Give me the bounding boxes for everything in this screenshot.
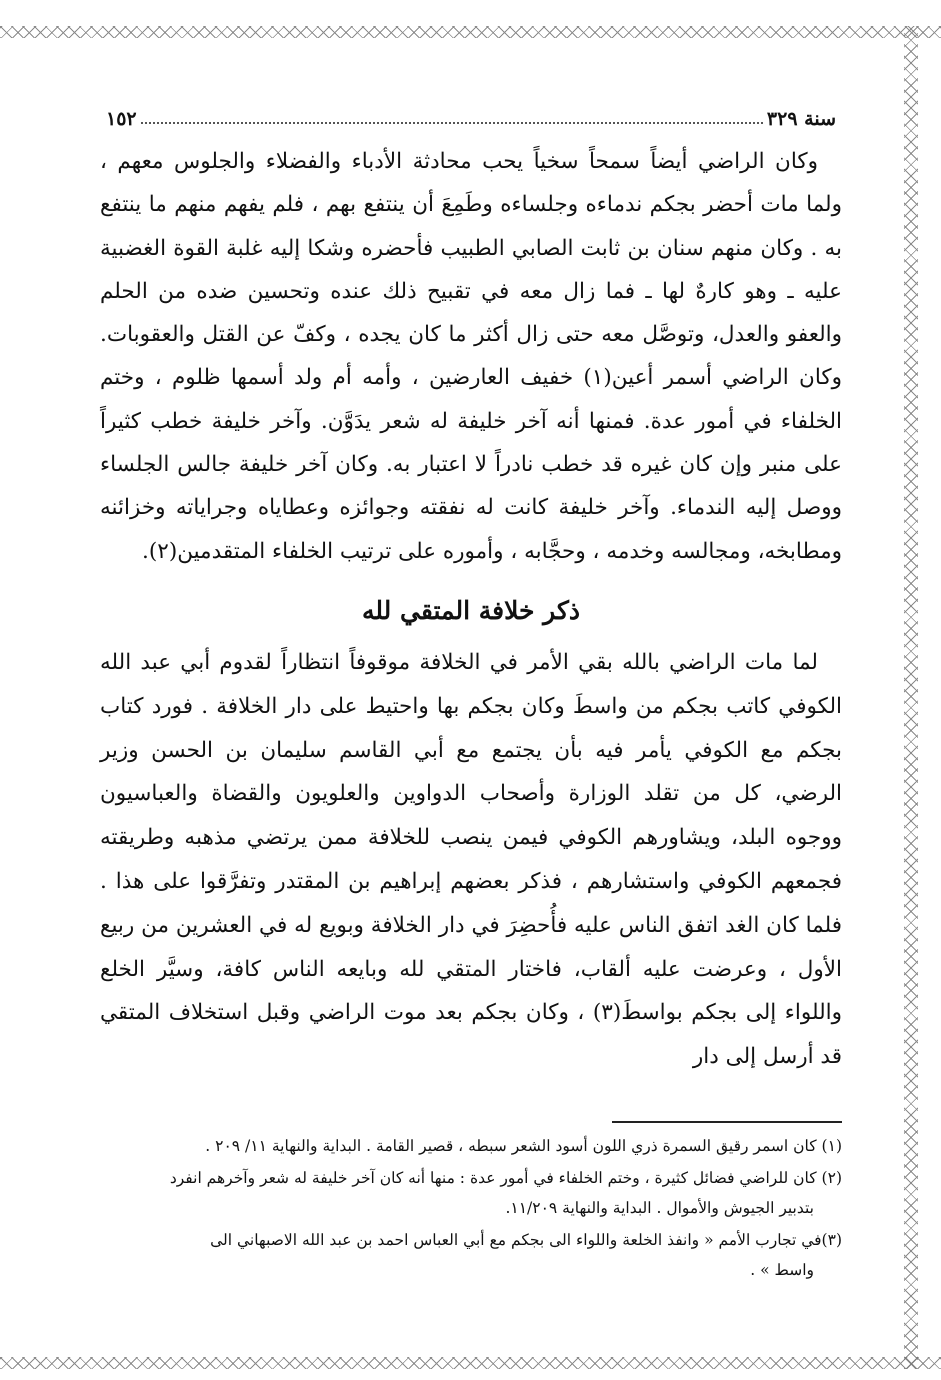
running-header	[100, 96, 842, 130]
main-paragraph-1: وكان الراضي أيضاً سمحاً سخياً يحب محادثة الأدباء والفضلاء والجلوس معهم ، ولما مات أحضر بجكم ندماءه وجلساءه وطَمِعَ أن ينتفع بهم ، فلم يفهم منهم ما ينتفع به . وكان منهم سنان بن ثابت الصابي الطبيب فأحضره وشكا إليه غلبة القوة الغضبية عليه ـ وهو كارهٌ لها ـ فما زال معه في تقبيح ذلك عنده وتحسين ضده من الحلم والعفو والعدل، وتوصَّل معه حتى زال أكثر ما كان يجده ، وكفّ عن القتل والعقوبات. وكان الراضي أسمر أعين(١) خفيف العارضين ، وأمه أم ولد أسمها ظلوم ، وختم الخلفاء في أمور عدة. فمنها أنه آخر خليفة له شعر يدَوَّن. وآخر خليفة خطب كثيراً على منبر وإن كان غيره قد خطب نادراً لا اعتبار به. وكان آخر خليفة جالس الجلساء ووصل إليه الندماء. وآخر خليفة كانت له نفقته وجوائزه وعطاياه وجراياته وخزائنه ومطابخه، ومجالسه وخدمه ، وحجَّابه ، وأموره على ترتيب الخلفاء المتقدمين(٢).	[100, 149, 842, 564]
header-dotted-leader	[141, 122, 763, 124]
page-number: ١٥٢	[106, 108, 137, 130]
footnote-1-text: (١) كان اسمر رقيق السمرة ذري اللون أسود الشعر سبطه ، قصير القامة . البداية والنهاية ١١/ ٢٠٩ .	[205, 1136, 842, 1155]
page-frame-right-border	[904, 26, 918, 1369]
section-heading: ذكر خلافة المتقي لله	[361, 595, 580, 625]
footnotes	[100, 1131, 842, 1285]
page-frame-bottom-border	[0, 1357, 941, 1369]
footnote-2-continuation: بتدبير الجيوش والأموال . البداية والنهاية ١١/٢٠٩.	[505, 1198, 814, 1217]
footnote-3	[100, 1225, 842, 1285]
footnote-3-text: (٣)في تجارب الأمم « وانفذ الخلعة واللواء الى بجكم مع أبي العباس احمد بن عبد الله الاصبهاني الى	[210, 1230, 842, 1249]
footnote-3-continuation: واسط » .	[750, 1260, 814, 1279]
footnote-2	[100, 1163, 842, 1223]
book-page	[100, 96, 842, 1287]
footnote-separator	[612, 1121, 842, 1123]
footnote-1	[100, 1131, 842, 1161]
footnote-2-text: (٢) كان للراضي فضائل كثيرة ، وختم الخلفاء في أمور عدة : منها أنه كان آخر خليفة له شعر وآخرهم انفرد	[169, 1168, 842, 1187]
main-paragraph-2: لما مات الراضي بالله بقي الأمر في الخلافة موقوفاً انتظاراً لقدوم أبي عبد الله الكوفي كاتب بجكم من واسطَ وكان بجكم بها واحتيط على دار الخلافة . فورد كتاب بجكم مع الكوفي يأمر فيه بأن يجتمع مع أبي القاسم سليمان بن الحسن وزير الرضي، كل من تقلد الوزارة وأصحاب الدواوين والعلويون والقضاة والعباسيون ووجوه البلد، ويشاورهم الكوفي فيمن ينصب للخلافة ممن يرتضي مذهبه وطريقته فجمعهم الكوفي واستشارهم ، فذكر بعضهم إبراهيم بن المقتدر وتفرَّقوا على هذا . فلما كان الغد اتفق الناس عليه فأُحضِرَ في دار الخلافة وبويع له في العشرين من ربيع الأول ، وعرضت عليه ألقاب، فاختار المتقي لله وبايعه الناس كافة، وسيَّر الخلع واللواء إلى بجكم بواسطَ(٣) ، وكان بجكم بعد موت الراضي وقبل استخلاف المتقي قد أرسل إلى دار	[100, 649, 842, 1070]
header-year: سنة ٣٢٩	[766, 108, 836, 130]
page-frame-top-border	[0, 26, 941, 38]
